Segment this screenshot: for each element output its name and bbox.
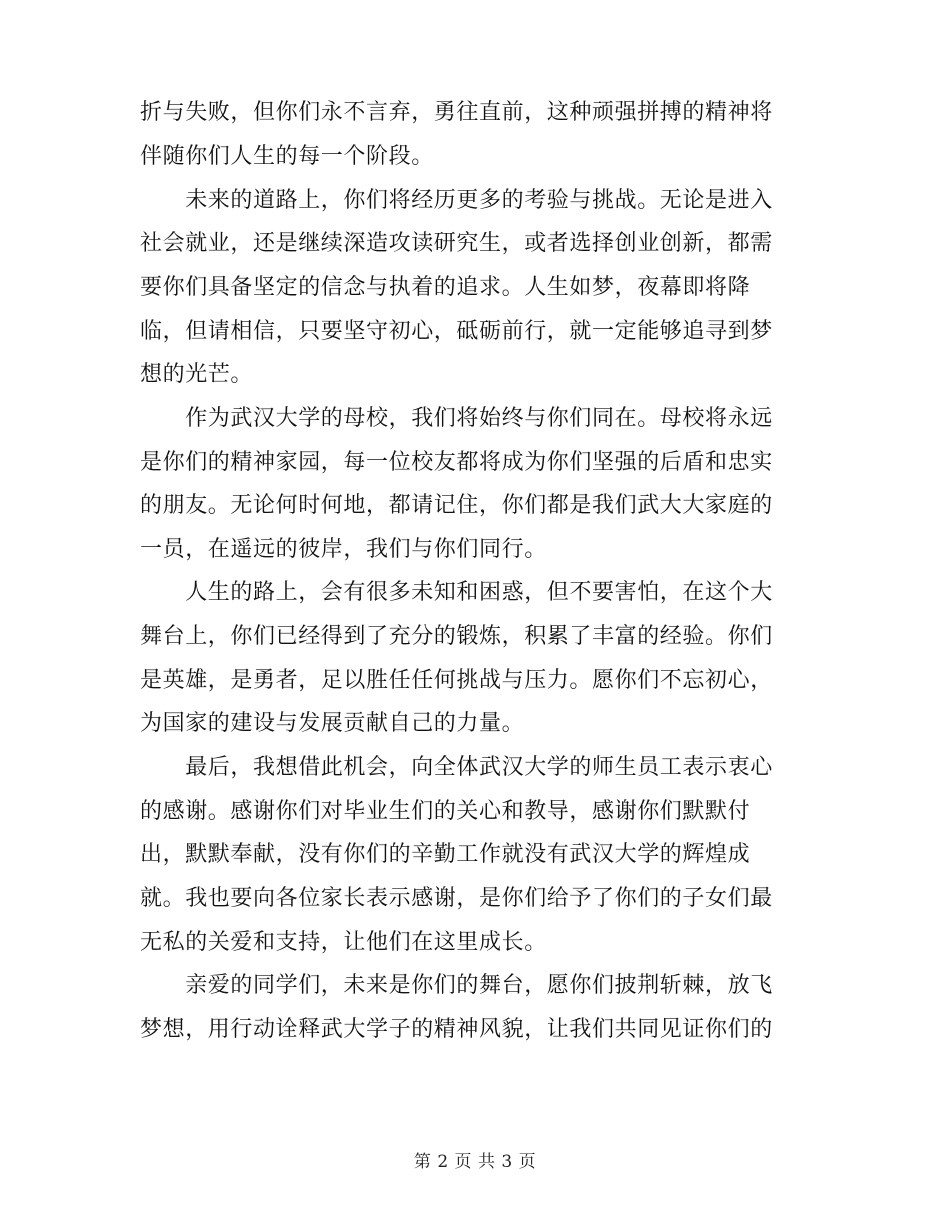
text-line: 临，但请相信，只要坚守初心，砥砺前行，就一定能够追寻到梦 bbox=[140, 319, 773, 344]
text-line: 无私的关爱和支持，让他们在这里成长。 bbox=[140, 930, 547, 955]
text-line: 的朋友。无论何时何地，都请记住，你们都是我们武大大家庭的 bbox=[140, 493, 773, 518]
text-line: 想的光芒。 bbox=[140, 362, 254, 387]
text-line: 出，默默奉献，没有你们的辛勤工作就没有武汉大学的辉煌成 bbox=[140, 842, 751, 867]
text-line: 作为武汉大学的母校，我们将始终与你们同在。母校将永远 bbox=[140, 406, 773, 431]
text-line: 一员，在遥远的彼岸，我们与你们同行。 bbox=[140, 537, 547, 562]
text-line: 伴随你们人生的每一个阶段。 bbox=[140, 144, 434, 169]
page-number-footer: 第 2 页 共 3 页 bbox=[413, 1152, 537, 1172]
text-line: 最后，我想借此机会，向全体武汉大学的师生员工表示衷心 bbox=[140, 755, 773, 780]
text-line: 亲爱的同学们，未来是你们的舞台，愿你们披荆斩棘，放飞 bbox=[140, 973, 773, 998]
text-line: 舞台上，你们已经得到了充分的锻炼，积累了丰富的经验。你们 bbox=[140, 624, 773, 649]
text-line: 折与失败，但你们永不言弃，勇往直前，这种顽强拼搏的精神将 bbox=[140, 100, 773, 125]
text-line: 是英雄，是勇者，足以胜任任何挑战与压力。愿你们不忘初心， bbox=[140, 668, 773, 693]
text-line: 的感谢。感谢你们对毕业生们的关心和教导，感谢你们默默付 bbox=[140, 799, 751, 824]
text-line: 为国家的建设与发展贡献自己的力量。 bbox=[140, 711, 525, 736]
text-line: 梦想，用行动诠释武大学子的精神风貌，让我们共同见证你们的 bbox=[140, 1017, 773, 1042]
text-line: 人生的路上，会有很多未知和困惑，但不要害怕，在这个大 bbox=[140, 580, 773, 605]
text-line: 社会就业，还是继续深造攻读研究生，或者选择创业创新，都需 bbox=[140, 231, 773, 256]
text-line: 就。我也要向各位家长表示感谢，是你们给予了你们的子女们最 bbox=[140, 886, 773, 911]
text-line: 要你们具备坚定的信念与执着的追求。人生如梦，夜幕即将降 bbox=[140, 275, 751, 300]
text-line: 是你们的精神家园，每一位校友都将成为你们坚强的后盾和忠实 bbox=[140, 450, 773, 475]
text-line: 未来的道路上，你们将经历更多的考验与挑战。无论是进入 bbox=[140, 188, 773, 213]
